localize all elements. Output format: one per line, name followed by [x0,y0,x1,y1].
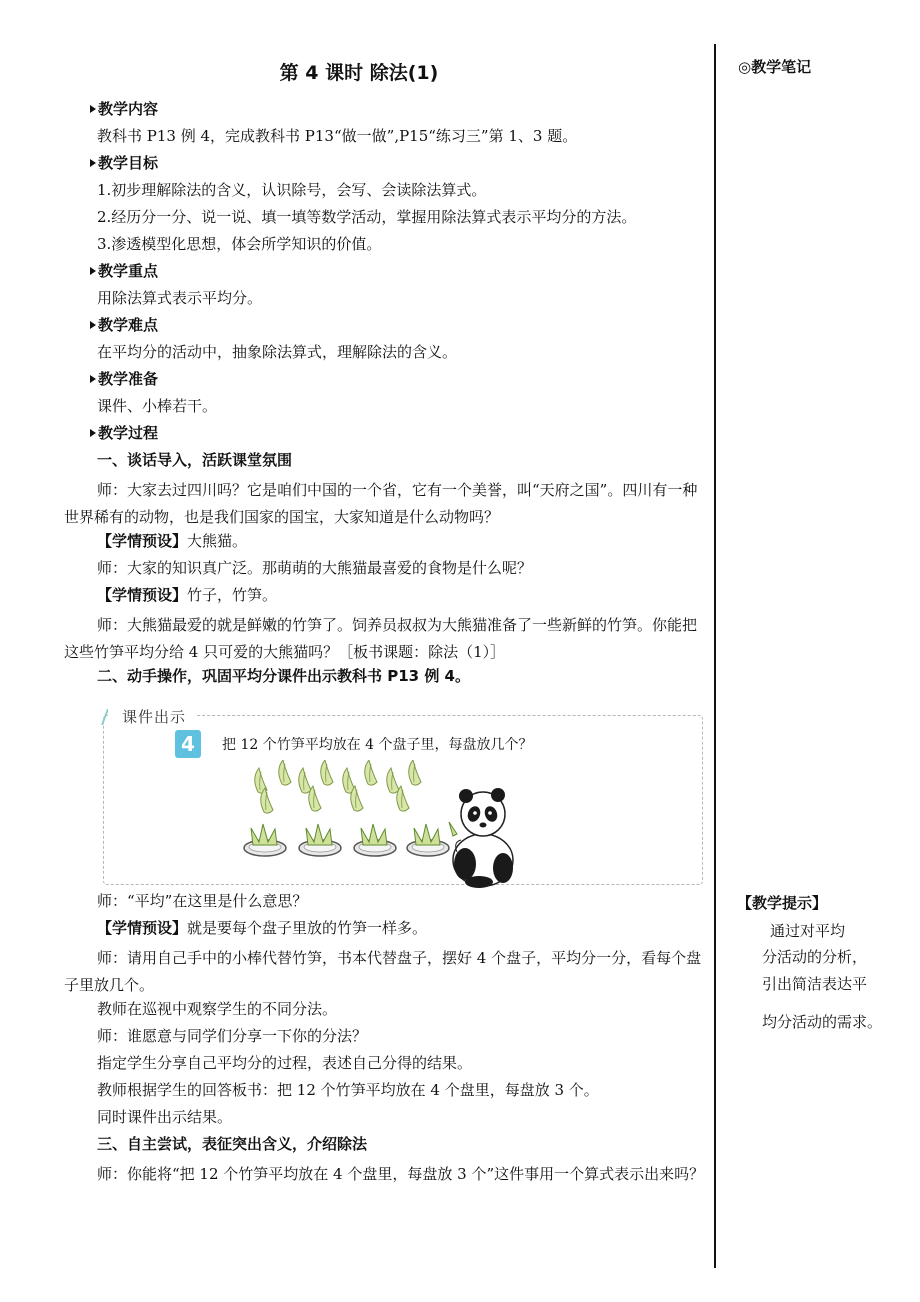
difficulty-text: 在平均分的活动中，抽象除法算式，理解除法的含义。 [97,343,458,361]
section-heading-process: 教学过程 [90,423,158,443]
courseware-tag: 课件出示 [108,706,196,728]
section-heading-prep: 教学准备 [90,369,158,389]
triangle-bullet-icon [90,429,96,437]
key-text: 用除法算式表示平均分。 [97,289,263,307]
bamboo-shoots-panda-illustration [240,760,530,888]
paragraph: 指定学生分享自己平均分的过程，表述自己分得的结果。 [97,1054,473,1072]
notes-title: ◎教学笔记 [738,58,812,76]
example-number-badge: 4 [175,730,201,758]
triangle-bullet-icon [90,159,96,167]
goal-1: 1.初步理解除法的含义，认识除号，会写、会读除法算式。 [97,181,487,199]
column-divider [714,44,716,1268]
goal-2: 2.经历分一分、说一说、填一填等数学活动，掌握用除法算式表示平均分的方法。 [97,208,637,226]
step-1-heading: 一、谈话导入，活跃课堂氛围 [97,451,293,469]
hint-line: 通过对平均 [770,922,846,940]
preset-line: 【学情预设】竹子，竹笋。 [97,586,278,604]
hint-line: 分活动的分析， [762,948,868,966]
hint-line: 引出简洁表达平 [762,975,868,993]
prep-text: 课件、小棒若干。 [97,397,218,415]
section-heading-key: 教学重点 [90,261,158,281]
paragraph: 师：“平均”在这里是什么意思？ [97,892,308,910]
paragraph: 教师根据学生的回答板书：把 12 个竹笋平均放在 4 个盘里，每盘放 3 个。 [97,1081,599,1099]
content-text: 教科书 P13 例 4，完成教科书 P13“做一做”,P15“练习三”第 1、3 题。 [97,127,578,145]
triangle-bullet-icon [90,267,96,275]
paragraph: 师：你能将“把 12 个竹笋平均放在 4 个盘里，每盘放 3 个”这件事用一个算式表示出来吗？ [97,1165,705,1183]
paragraph: 师：大家的知识真广泛。那萌萌的大熊猫最喜爱的食物是什么呢？ [97,559,533,577]
hint-title: 【教学提示】 [737,894,828,912]
goal-3: 3.渗透模型化思想，体会所学知识的价值。 [97,235,382,253]
paragraph: 师：大家去过四川吗？它是咱们中国的一个省，它有一个美誉，叫“天府之国”。四川有一种世界稀有的动物，也是我们国家的国宝，大家知道是什么动物吗？ [64,481,698,526]
example-question: 把 12 个竹笋平均放在 4 个盘子里，每盘放几个？ [222,737,533,753]
step-3-heading: 三、自主尝试，表征突出含义，介绍除法 [97,1135,368,1153]
preset-line: 【学情预设】大熊猫。 [97,532,248,550]
section-heading-goals: 教学目标 [90,153,158,173]
preset-line: 【学情预设】就是要每个盘子里放的竹笋一样多。 [97,919,428,937]
plates-group [244,824,449,856]
triangle-bullet-icon [90,105,96,113]
loose-shoots-group [255,760,421,813]
paragraph: 教师在巡视中观察学生的不同分法。 [97,1000,338,1018]
paragraph: 同时课件出示结果。 [97,1108,233,1126]
section-heading-content: 教学内容 [90,99,158,119]
panda-icon [449,788,513,888]
section-heading-difficulty: 教学难点 [90,315,158,335]
step-2-heading: 二、动手操作，巩固平均分课件出示教科书 P13 例 4。 [97,667,470,685]
paragraph: 师：谁愿意与同学们分享一下你的分法？ [97,1027,368,1045]
triangle-bullet-icon [90,321,96,329]
triangle-bullet-icon [90,375,96,383]
paragraph: 师：请用自己手中的小棒代替竹笋，书本代替盘子，摆好 4 个盘子，平均分一分，看每个盘子里放几个。 [64,949,702,994]
paragraph: 师：大熊猫最爱的就是鲜嫩的竹笋了。饲养员叔叔为大熊猫准备了一些新鲜的竹笋。你能把这些竹笋平均分给 4 只可爱的大熊猫吗？［板书课题：除法（1）］ [64,616,698,661]
page-title: 第 4 课时 除法(1) [279,62,439,84]
hint-line: 均分活动的需求。 [762,1013,883,1031]
